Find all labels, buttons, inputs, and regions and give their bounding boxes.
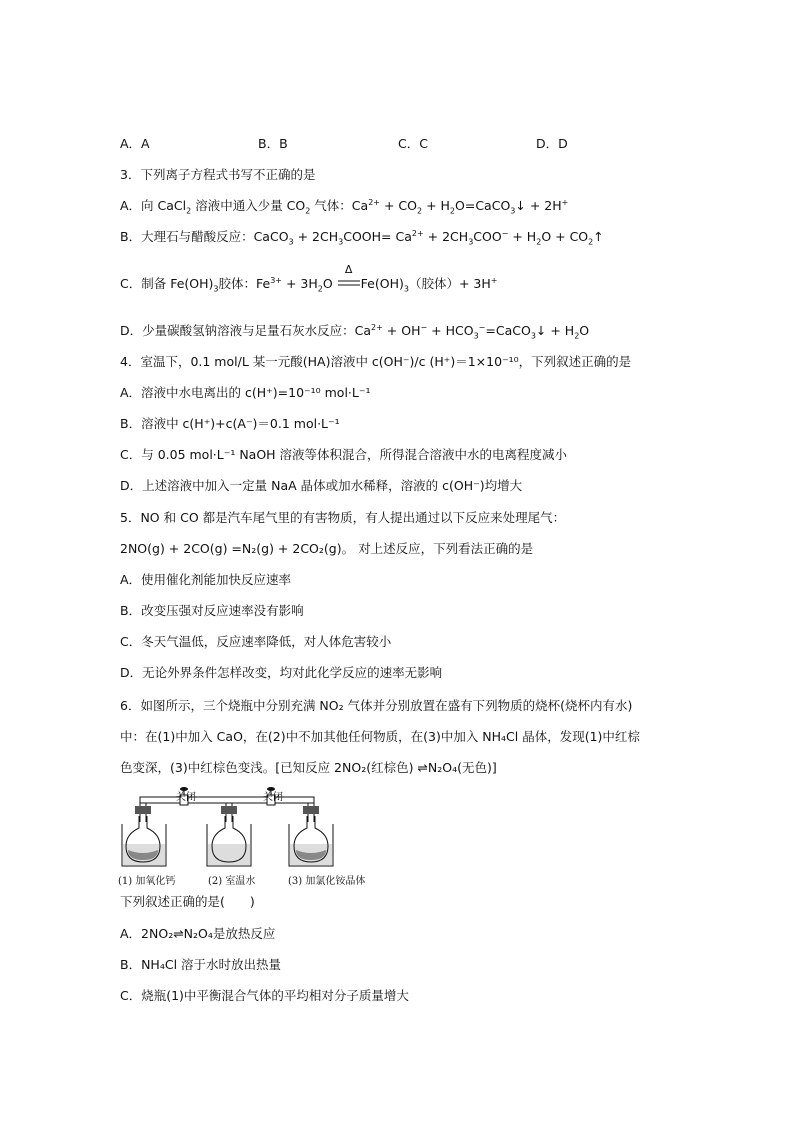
q5-option-b: B．改变压强对反应速率没有影响 [120,603,304,618]
figure-label-1: (1) 加氧化钙 [118,876,176,887]
valve-label-2: 关闭 [263,792,283,803]
q5-option-c: C．冬天气温低，反应速率降低，对人体危害较小 [120,634,392,649]
beaker-flask-2 [207,816,251,866]
q6-stem-line-2: 中：在(1)中加入 CaO，在(2)中不加其他任何物质，在(3)中加入 NH₄Cl 晶体，发现(1)中红棕 [120,729,640,744]
q6-stem-line-1: 6．如图所示，三个烧瓶中分别充满 NO₂ 气体并分别放置在盛有下列物质的烧杯(烧杯内有水) [120,698,633,713]
q6-option-c: C．烧瓶(1)中平衡混合气体的平均相对分子质量增大 [120,988,409,1003]
q3-option-d: D．少量碳酸氢钠溶液与足量石灰水反应：$Ca^{2+} + OH^-$ + $HCO_3^-=CaCO_3↓ + H_2O$ [120,322,590,341]
q5-stem: 5．NO 和 CO 都是汽车尾气里的有害物质，有人提出通过以下反应来处理尾气： [120,510,566,525]
q6-stem-line-3: 色变深，(3)中红棕色变浅。[已知反应 2NO₂(红棕色) ⇌N₂O₄(无色)] [120,760,497,775]
q4-option-b: B．溶液中 c(H⁺)+c(A⁻)＝0.1 mol·L⁻¹ [120,416,340,431]
q5-option-a: A．使用催化剂能加快反应速率 [120,572,292,587]
q6-ask: 下列叙述正确的是( ) [120,894,255,909]
q6-option-b: B．NH₄Cl 溶于水时放出热量 [120,957,282,972]
q4-option-a: A．溶液中水电离出的 c(H⁺)=10⁻¹⁰ mol·L⁻¹ [120,385,371,400]
q3-option-b: B．大理石与醋酸反应：CaCO$_3$ + $2CH_3COOH= Ca^{2+} + 2CH_3COO^- + H_2O$ + $CO_2↑$ [120,228,604,247]
flask-apparatus-figure [118,786,366,887]
figure-label-2: (2) 室温水 [208,876,256,887]
q3-option-a: A．向 CaCl$_2$ 溶液中通入少量 $CO_2$ 气体：$Ca^{2+} + CO_2$ + $H_2O=CaCO_3↓ + 2H^+$ [120,197,569,216]
q2-option-d: D．D [536,136,568,151]
q3-stem: 3．下列离子方程式书写不正确的是 [120,167,316,182]
q6-option-a: A．2NO₂⇌N₂O₄是放热反应 [120,926,276,941]
q2-option-c: C．C [398,136,428,151]
heat-equals-sign: Δ [344,263,353,276]
q5-equation: 2NO(g) + 2CO(g) =N₂(g) + 2CO₂(g)。 对上述反应，下列看法正确的是 [120,541,534,556]
figure-label-3: (3) 加氯化铵晶体 [288,876,366,887]
q3-option-c: C．制备 $Fe(OH)_3$胶体：$Fe^{3+} + 3H_2O$ Δ $Fe(OH)_3$（胶体）+ 3H+ [120,263,498,294]
beaker-flask-1 [122,816,166,866]
q4-option-c: C．与 0.05 mol·L⁻¹ NaOH 溶液等体积混合，所得混合溶液中水的电离程度减小 [120,447,568,462]
q4-option-d: D．上述溶液中加入一定量 NaA 晶体或加水稀释，溶液的 c(OH⁻)均增大 [120,478,523,493]
valve-label-1: 关闭 [176,792,196,803]
q2-option-b: B．B [258,136,288,151]
q2-option-a: A．A [120,136,150,151]
flask-apparatus-drawing [118,786,358,872]
q5-option-d: D．无论外界条件怎样改变，均对此化学反应的速率无影响 [120,665,443,680]
beaker-flask-3 [289,816,333,866]
q4-stem: 4．室温下，0.1 mol/L 某一元酸(HA)溶液中 c(OH⁻)/c (H⁺)＝1×10⁻¹⁰，下列叙述正确的是 [120,354,632,369]
